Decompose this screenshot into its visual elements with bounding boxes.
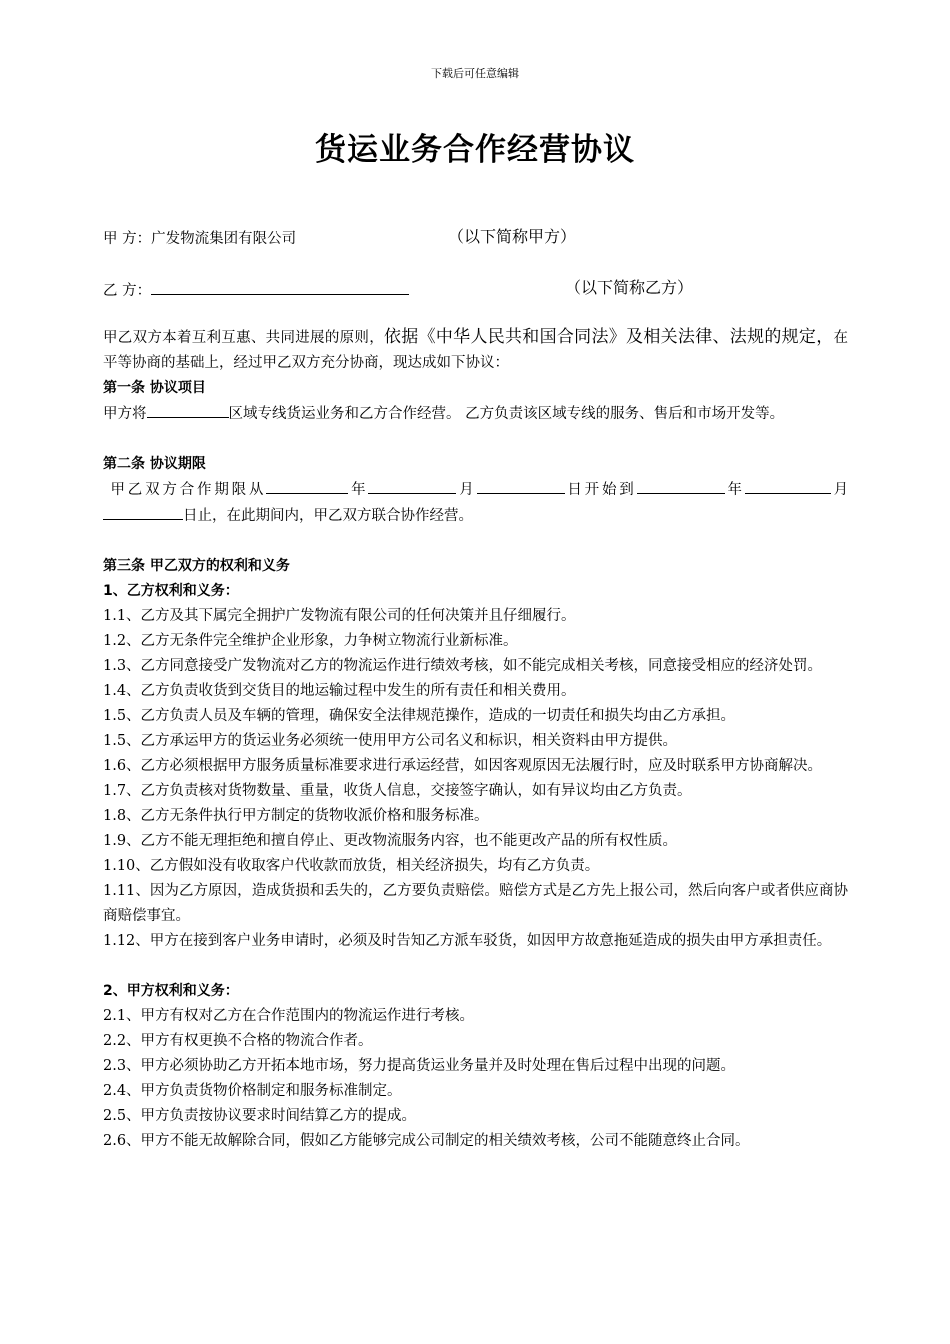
article-2-heading: 第二条 协议期限 bbox=[103, 456, 206, 472]
term-text-2: 年 bbox=[348, 482, 369, 498]
party-b-duty-item: 1.5、乙方承运甲方的货运业务必须统一使用甲方公司名义和标识，相关资料由甲方提供。 bbox=[103, 733, 678, 749]
party-a-label: 甲 方： bbox=[103, 231, 152, 247]
end-month-blank[interactable] bbox=[745, 477, 831, 494]
party-b-label: 乙 方： bbox=[103, 283, 152, 299]
party-a-duty-item: 2.5、甲方负责按协议要求时间结算乙方的提成。 bbox=[103, 1108, 417, 1124]
party-b-alias: （以下简称乙方） bbox=[565, 278, 694, 297]
party-a-duty-item: 2.3、甲方必须协助乙方开拓本地市场，努力提高货运业务量并及时处理在售后过程中出现的问题。 bbox=[103, 1058, 736, 1074]
party-a-alias: （以下简称甲方） bbox=[448, 227, 577, 246]
term-text-3: 月 bbox=[456, 482, 477, 498]
party-b-duty-item: 1.9、乙方不能无理拒绝和擅自停止、更改物流服务内容，也不能更改产品的所有权性质。 bbox=[103, 833, 678, 849]
intro-paragraph bbox=[103, 325, 848, 376]
party-b-duty-item: 1.1、乙方及其下属完全拥护广发物流有限公司的任何决策并且仔细履行。 bbox=[103, 608, 576, 624]
start-day-blank[interactable] bbox=[477, 477, 565, 494]
end-day-blank[interactable] bbox=[103, 503, 183, 520]
article-3-heading: 第三条 甲乙双方的权利和义务 bbox=[103, 558, 290, 574]
term-text-7: 日止，在此期间内，甲乙双方联合协作经营。 bbox=[183, 508, 473, 524]
party-a-line bbox=[103, 227, 577, 249]
party-b-duty-item: 1.12、甲方在接到客户业务申请时，必须及时告知乙方派车驳货，如因甲方故意拖延造成的损失由甲方承担责任。 bbox=[103, 933, 832, 949]
end-year-blank[interactable] bbox=[637, 477, 725, 494]
intro-text-2: 依据《中华人民共和国合同法》及相关法律、法规 bbox=[384, 327, 765, 347]
article-1-prefix: 甲方将 bbox=[103, 406, 147, 422]
party-a-duties-heading: 2、甲方权利和义务： bbox=[103, 983, 239, 999]
party-b-name-blank[interactable] bbox=[151, 280, 409, 295]
start-year-blank[interactable] bbox=[266, 477, 348, 494]
party-a-name: 广发物流集团有限公司 bbox=[151, 231, 297, 247]
party-b-duties-heading: 1、乙方权利和义务： bbox=[103, 583, 239, 599]
region-blank[interactable] bbox=[147, 401, 229, 418]
intro-text-1: 甲乙双方本着互利互惠、共同进展的原则， bbox=[103, 330, 384, 346]
term-text-6: 月 bbox=[830, 482, 849, 498]
party-b-duty-item: 1.7、乙方负责核对货物数量、重量，收货人信息，交接签字确认，如有异议均由乙方负责。 bbox=[103, 783, 692, 799]
article-1-heading: 第一条 协议项目 bbox=[103, 380, 206, 396]
term-text-4: 日开始到 bbox=[564, 482, 637, 498]
header-note: 下载后可任意编辑 bbox=[431, 67, 519, 80]
document-title: 货运业务合作经营协议 bbox=[315, 132, 635, 168]
party-b-duty-item: 1.5、乙方负责人员及车辆的管理，确保安全法律规范操作，造成的一切责任和损失均由乙方承担。 bbox=[103, 708, 736, 724]
party-b-duty-item: 1.11、因为乙方原因，造成货损和丢失的，乙方要负责赔偿。赔偿方式是乙方先上报公司，然后向客户或者供应商协商赔偿事宜。 bbox=[103, 883, 848, 924]
start-month-blank[interactable] bbox=[368, 477, 456, 494]
intro-text-3: 的规定， bbox=[764, 327, 834, 347]
party-b-duty-item: 1.8、乙方无条件执行甲方制定的货物收派价格和服务标准。 bbox=[103, 808, 489, 824]
party-a-duty-item: 2.4、甲方负责货物价格制定和服务标准制定。 bbox=[103, 1083, 402, 1099]
party-a-duty-item: 2.6、甲方不能无故解除合同，假如乙方能够完成公司制定的相关绩效考核，公司不能随意终止合同。 bbox=[103, 1133, 750, 1149]
intro-text-4: 在平等协商的基础上，经过甲乙双方充分协商，现达成如下协议： bbox=[103, 330, 849, 371]
term-text-5: 年 bbox=[724, 482, 745, 498]
party-a-duty-item: 2.2、甲方有权更换不合格的物流合作者。 bbox=[103, 1033, 373, 1049]
party-b-line bbox=[103, 278, 694, 301]
party-b-duty-item: 1.4、乙方负责收货到交货目的地运输过程中发生的所有责任和相关费用。 bbox=[103, 683, 576, 699]
agreement-body bbox=[103, 325, 848, 1154]
party-a-duty-item: 2.1、甲方有权对乙方在合作范围内的物流运作进行考核。 bbox=[103, 1008, 475, 1024]
article-1-suffix: 区域专线货运业务和乙方合作经营。 乙方负责该区域专线的服务、售后和市场开发等。 bbox=[228, 406, 785, 422]
article-1-text bbox=[103, 401, 848, 427]
article-2-text bbox=[103, 477, 848, 529]
party-b-duty-item: 1.3、乙方同意接受广发物流对乙方的物流运作进行绩效考核，如不能完成相关考核，同意接受相应的经济处罚。 bbox=[103, 658, 823, 674]
party-b-duty-item: 1.10、乙方假如没有收取客户代收款而放货，相关经济损失，均有乙方负责。 bbox=[103, 858, 600, 874]
party-b-duty-item: 1.2、乙方无条件完全维护企业形象，力争树立物流行业新标准。 bbox=[103, 633, 518, 649]
term-text-1: 甲乙双方合作期限从 bbox=[110, 482, 267, 498]
party-b-duty-item: 1.6、乙方必须根据甲方服务质量标准要求进行承运经营，如因客观原因无法履行时，应及时联系甲方协商解决。 bbox=[103, 758, 823, 774]
